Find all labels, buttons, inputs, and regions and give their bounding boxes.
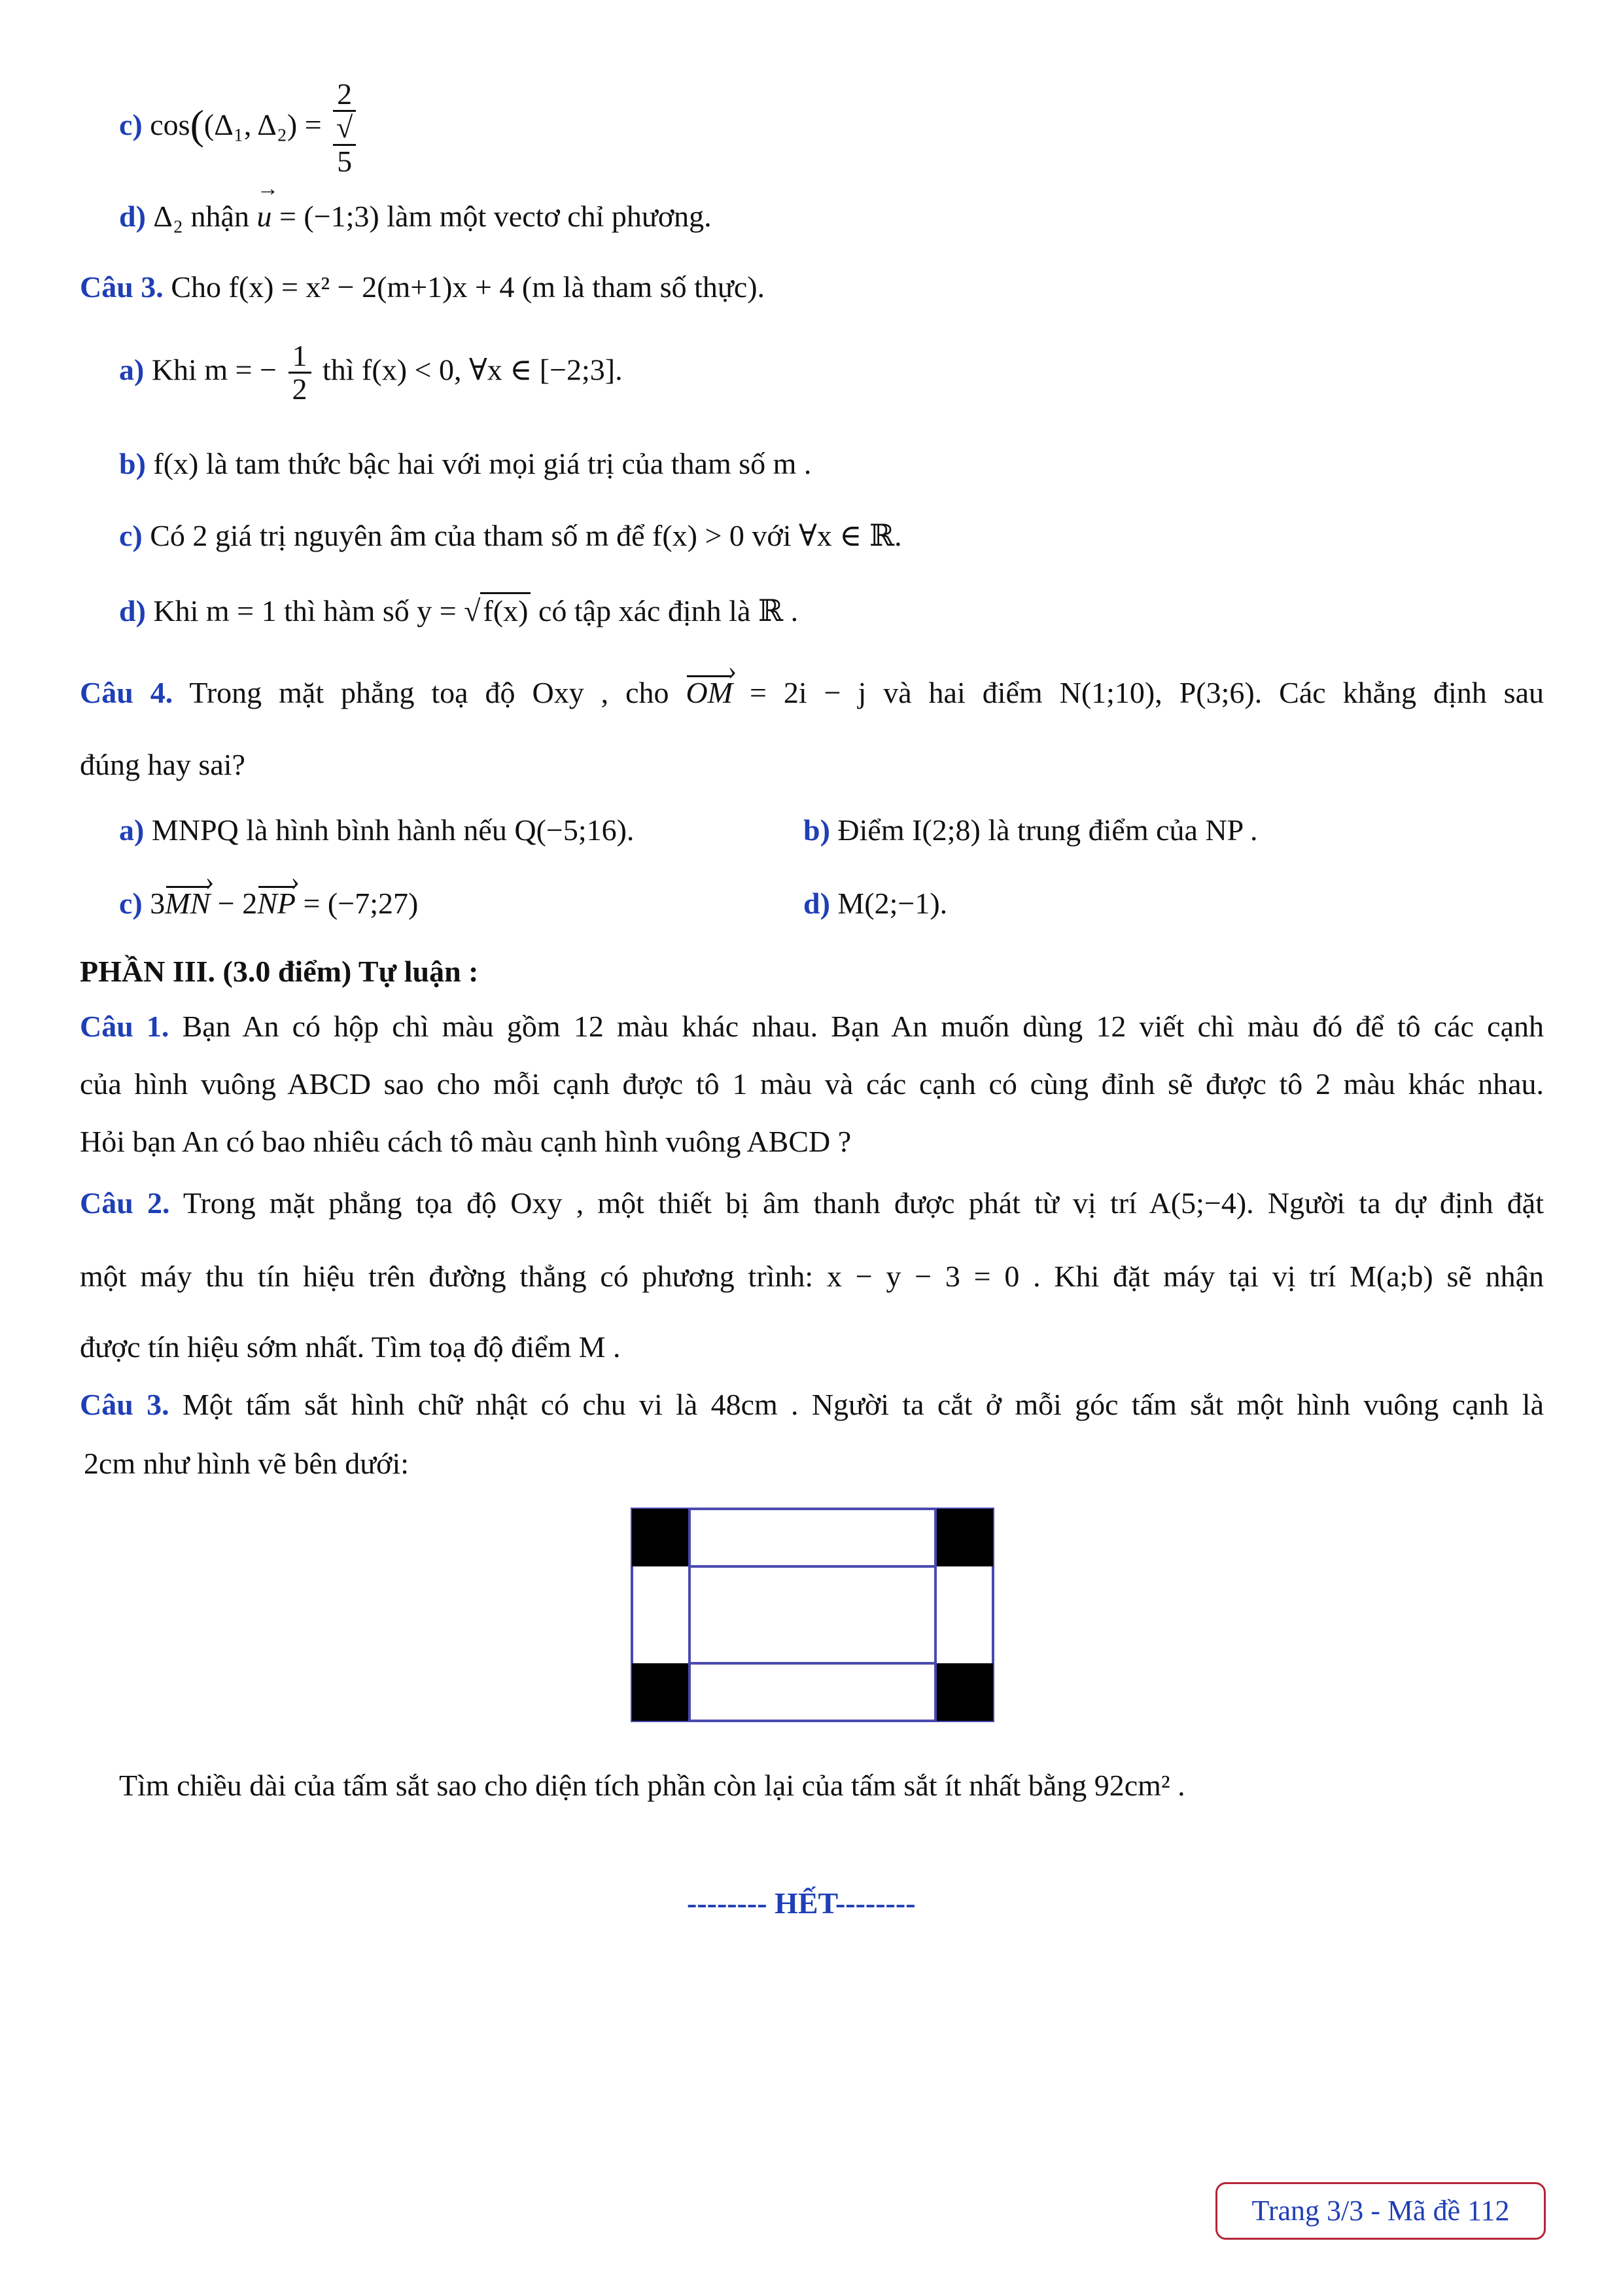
q4-option-c [119,885,418,923]
option-text: 3 [150,887,166,920]
vector-om: OM › [686,674,733,712]
question-text: = 2i − j và hai điểm N(1;10), P(3;6). Các khẳng định sau [749,676,1544,709]
fraction-numerator: 2 [333,79,356,112]
q3-option-c [119,517,902,555]
fraction-denominator: 2 [292,372,307,406]
option-text: Khi m = 1 thì hàm số y = [153,594,457,627]
q3-option-b [119,445,811,483]
question-text: Bạn An có hộp chì màu gồm 12 màu khác nhau. Bạn An muốn dùng 12 viết chì màu đó để tô các cạnh [182,1010,1544,1043]
q2-option-c: c) cos((Δ₁, Δ₂) = 2 √ 5 [119,79,360,177]
option-label: b) [803,813,830,847]
option-label: d) [119,594,146,627]
option-label: c) [119,519,143,552]
option-label: c) [119,887,143,920]
fraction [333,79,356,177]
corner-square-bottom-right [935,1663,993,1721]
option-text: M(2;−1). [837,887,948,920]
option-text: = (−1;3) làm một vectơ chỉ phương. [279,200,712,233]
option-label: b) [119,447,146,480]
cos-args: (Δ₁, Δ₂) = [203,108,322,142]
option-text: Khi m = − [151,353,277,387]
option-text: thì f(x) < 0, ∀x ∈ [−2;3]. [323,353,623,387]
fraction [288,340,311,406]
question-title: Câu 3. [80,270,164,304]
option-text: Có 2 giá trị nguyên âm của tham số m để f(x) > 0 với ∀x ∈ ℝ. [150,519,902,552]
option-label: a) [119,813,145,847]
p3-c3-line-1 [80,1386,1544,1424]
question-text: Cho f(x) = x² − 2(m+1)x + 4 (m là tham số thực). [171,270,765,304]
question-title: Câu 3. [80,1388,169,1421]
q4-option-a [119,811,634,849]
p3-c3-line-2: 2cm như hình vẽ bên dưới: [84,1447,410,1480]
question-text: Trong mặt phẳng toạ độ Oxy , cho [189,676,669,709]
vector-np: NP › [257,885,296,923]
question-title: Câu 2. [80,1186,170,1220]
iron-sheet-diagram [628,1505,1001,1727]
q4-line-1 [80,674,1544,712]
question-text: Trong mặt phẳng tọa độ Oxy , một thiết bị âm thanh được phát từ vị trí A(5;−4). Người ta dự định đặt [183,1186,1544,1220]
option-label: a) [119,353,145,387]
vector-u: u → [256,198,271,236]
option-label: d) [803,887,830,920]
q4-option-b [803,811,1258,849]
sqrt-radicand: 5 [333,144,356,177]
p3-c1-line-3: Hỏi bạn An có bao nhiêu cách tô màu cạnh hình vuông ABCD ? [80,1125,852,1158]
q2-option-d [119,198,712,236]
q4-line-2: đúng hay sai? [80,748,245,781]
p3-c2-line-3: được tín hiệu sớm nhất. Tìm toạ độ điểm M . [80,1330,621,1364]
p3-c2-line-2: một máy thu tín hiệu trên đường thẳng có phương trình: x − y − 3 = 0 . Khi đặt máy tại vị trí M(a;b) sẽ nhận [80,1260,1544,1293]
option-text: có tập xác định là ℝ . [538,594,799,627]
cos-prefix: cos [150,108,190,142]
question-title: Câu 4. [80,676,173,709]
vector-mn: MN › [165,885,210,923]
q3-option-a [119,340,623,406]
sqrt-radicand: f(x) [480,592,531,627]
corner-square-top-left [632,1509,689,1566]
q4-option-d [803,885,947,923]
option-text: f(x) là tam thức bậc hai với mọi giá trị của tham số m . [153,447,812,480]
option-text: − 2 [217,887,258,920]
corner-square-bottom-left [632,1663,689,1721]
page-footer: Trang 3/3 - Mã đề 112 [1215,2182,1546,2240]
question-text: Một tấm sắt hình chữ nhật có chu vi là 48cm . Người ta cắt ở mỗi góc tấm sắt một hình vuông cạnh là [182,1388,1544,1421]
p3-c3-line-3: Tìm chiều dài của tấm sắt sao cho diện tích phần còn lại của tấm sắt ít nhất bằng 92cm² . [119,1769,1185,1802]
option-text: Điểm I(2;8) là trung điểm của NP . [837,813,1258,847]
p3-c2-line-1 [80,1184,1544,1222]
option-label: c) [119,108,143,142]
p3-c1-line-1 [80,1008,1544,1046]
fraction-denominator: √ 5 [333,112,356,177]
question-title: Câu 1. [80,1010,169,1043]
fraction-numerator: 1 [288,340,311,374]
part3-heading: PHẦN III. (3.0 điểm) Tự luận : [80,955,479,988]
q3-option-d: d) Khi m = 1 thì hàm số y = √f(x) có tập xác định là ℝ . [119,592,798,630]
p3-c1-line-2: của hình vuông ABCD sao cho mỗi cạnh được tô 1 màu và các cạnh có cùng đỉnh sẽ được tô 2 màu khác nhau. [80,1067,1544,1101]
option-text: = (−7;27) [303,887,419,920]
option-label: d) [119,200,146,233]
end-marker: -------- HẾT-------- [687,1886,916,1920]
q3-intro [80,268,765,306]
corner-square-top-right [935,1509,993,1566]
option-text: MNPQ là hình bình hành nếu Q(−5;16). [151,813,635,847]
option-text: Δ₂ nhận [153,200,249,233]
